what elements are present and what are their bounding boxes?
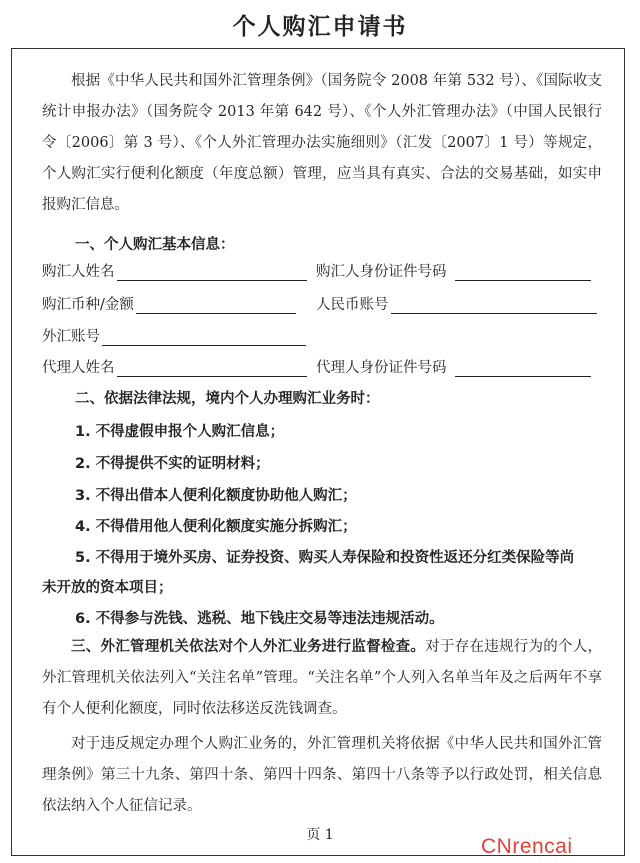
- buyer-id-line[interactable]: [455, 264, 591, 281]
- page-number: 页 1: [306, 827, 334, 843]
- buyer-name-field[interactable]: [42, 260, 307, 281]
- section3-body: 对于存在违规行为的个人，外汇管理机关依法列入“关注名单”管理。“关注名单”个人列入名单当年及之后两年不享有个人便利化额度，同时依法移送反洗钱调查。: [42, 639, 602, 717]
- agent-name-line[interactable]: [117, 360, 307, 377]
- rmb-account-field[interactable]: [316, 293, 597, 314]
- section2-title: 二、依据法律法规，境内个人办理购汇业务时：: [75, 391, 380, 407]
- intro-text: 根据《中华人民共和国外汇管理条例》（国务院令 2008 年第 532 号）、《国际收支统计申报办法》（国务院令 2013 年第 642 号）、《个人外汇管理办法》（中国人民银行令〔2006〕第 3 号）、《个人外汇管理办法实施细则》（汇发〔2007〕1 号）等规定，个人购汇实行便利化额度（年度总额）管理，应当具有真实、合法的交易基础，如实申报购汇信息。: [42, 73, 602, 213]
- currency-amount-field[interactable]: [42, 293, 296, 314]
- fx-account-label: 外汇账号: [42, 329, 100, 345]
- agent-id-line[interactable]: [455, 360, 591, 377]
- section3-paragraph: [42, 632, 602, 725]
- fx-account-field[interactable]: [42, 325, 306, 346]
- rmb-account-label: 人民币账号: [316, 297, 389, 313]
- currency-amount-line[interactable]: [136, 297, 296, 314]
- buyer-name-label: 购汇人姓名: [42, 264, 115, 280]
- section3-title: 三、外汇管理机关依法对个人外汇业务进行监督检查。: [71, 639, 426, 655]
- agent-id-field[interactable]: [316, 356, 591, 377]
- rule-6: 6. 不得参与洗钱、逃税、地下钱庄交易等违法违规活动。: [75, 611, 444, 627]
- intro-paragraph: [42, 66, 602, 221]
- fx-account-line[interactable]: [102, 329, 306, 346]
- watermark: CNrencai: [481, 835, 573, 858]
- rule-3: 3. 不得出借本人便利化额度协助他人购汇；: [75, 488, 357, 504]
- rule-5: 5. 不得用于境外买房、证券投资、购买人寿保险和投资性返还分红类保险等尚: [75, 550, 575, 566]
- closing-paragraph: 对于违反规定办理个人购汇业务的，外汇管理机关将依据《中华人民共和国外汇管理条例》第三十九条、第四十条、第四十四条、第四十八条等予以行政处罚，相关信息依法纳入个人征信记录。: [42, 736, 602, 814]
- currency-amount-label: 购汇币种/金额: [42, 297, 134, 313]
- buyer-id-label: 购汇人身份证件号码: [316, 264, 447, 280]
- rule-5-continued: 未开放的资本项目；: [42, 580, 173, 596]
- section1-title: 一、个人购汇基本信息：: [75, 237, 235, 253]
- rule-2: 2. 不得提供不实的证明材料；: [75, 456, 270, 472]
- buyer-name-line[interactable]: [117, 264, 307, 281]
- agent-name-field[interactable]: [42, 356, 307, 377]
- agent-name-label: 代理人姓名: [42, 360, 115, 376]
- rmb-account-line[interactable]: [391, 297, 597, 314]
- buyer-id-field[interactable]: [316, 260, 591, 281]
- rule-4: 4. 不得借用他人便利化额度实施分拆购汇；: [75, 519, 357, 535]
- rule-1: 1. 不得虚假申报个人购汇信息；: [75, 424, 285, 440]
- document-title: 个人购汇申请书: [232, 14, 408, 40]
- agent-id-label: 代理人身份证件号码: [316, 360, 447, 376]
